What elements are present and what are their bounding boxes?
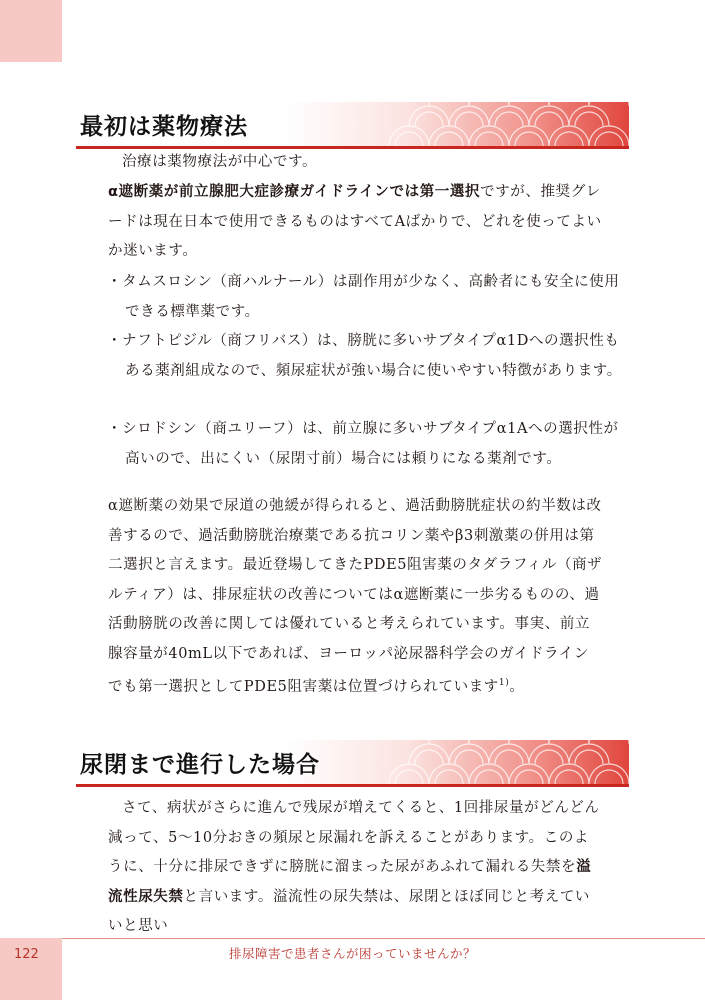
bullet-tamsulosin: ・タムスロシン（商ハルナール）は副作用が少なく、高齢者にも安全に使用できる標準薬です。: [107, 274, 620, 320]
corner-tab: [0, 0, 62, 62]
bullet-naftopidil: ・ナフトピジル（商フリバス）は、膀胱に多いサブタイプα1Dへの選択性もある薬剤組成なので、頻尿症状が強い場合に使いやすい特徴があります。: [107, 333, 622, 379]
seigaiha-wave-pattern: [289, 740, 629, 784]
paragraph-text: α遮断薬の効果で尿道の弛緩が得られると、過活動膀胱症状の約半数は改善するので、過活動膀胱治療薬である抗コリン薬やβ3刺激薬の併用は第二選択と言えます。最近登場してきたPDE5阻害薬のタダラフィル（商ザルティア）は、排尿症状の改善についてはα遮断薬に一歩劣るものの、過活動膀胱の改善に関しては優れていると考えられています。事実、前立腺容量が40mL以下であれば、ヨーロッパ泌尿器科学会のガイドラインでも第一選択としてPDE5阻害薬は位置づけられています: [108, 498, 603, 695]
page-number: 122: [14, 947, 39, 962]
seigaiha-wave-pattern: [289, 102, 629, 146]
footer-rule: [62, 938, 705, 939]
section-heading-2: [76, 740, 629, 787]
paragraph-text: と言います。溢流性の尿失禁は、尿閉とほぼ同じと考えていいと思い: [108, 888, 591, 934]
intro-paragraph: [108, 148, 608, 178]
paragraph-text: さて、病状がさらに進んで残尿が増えてくると、1回排尿量がどんどん減って、5〜10分おきの頻尿と尿漏れを訴えることがあります。このように、十分に排尿できずに膀胱に溜まった尿があふれて漏れる失禁を: [108, 800, 600, 875]
bold-overflow-incontinence: 溢流性尿失禁: [108, 859, 592, 905]
running-footer-title: 排尿障害で患者さんが困っていませんか？: [228, 946, 476, 961]
paragraph-end: 。: [509, 678, 525, 695]
paragraph-combination-therapy: [108, 492, 604, 702]
paragraph-text: ですが、推奨グレードは現在日本で使用できるものはすべてAばかりで、どれを使ってよいか迷います。: [108, 184, 602, 259]
section-title: 最初は薬物療法: [80, 114, 248, 140]
section-title: 尿閉まで進行した場合: [80, 752, 320, 778]
intro-text: 治療は薬物療法が中心です。: [122, 154, 318, 170]
paragraph-alpha-blockers: [108, 178, 604, 267]
section-heading-1: [76, 102, 629, 149]
paragraph-overflow-incontinence: [108, 794, 604, 942]
bold-first-choice: α遮断薬が前立腺肥大症診療ガイドラインでは第一選択: [108, 184, 481, 200]
bullet-silodosin: ・シロドシン（商ユリーフ）は、前立腺に多いサブタイプα1Aへの選択性が高いので、出にくい（尿閉寸前）場合には頼りになる薬剤です。: [107, 421, 619, 467]
reference-marker: 1): [498, 678, 510, 688]
